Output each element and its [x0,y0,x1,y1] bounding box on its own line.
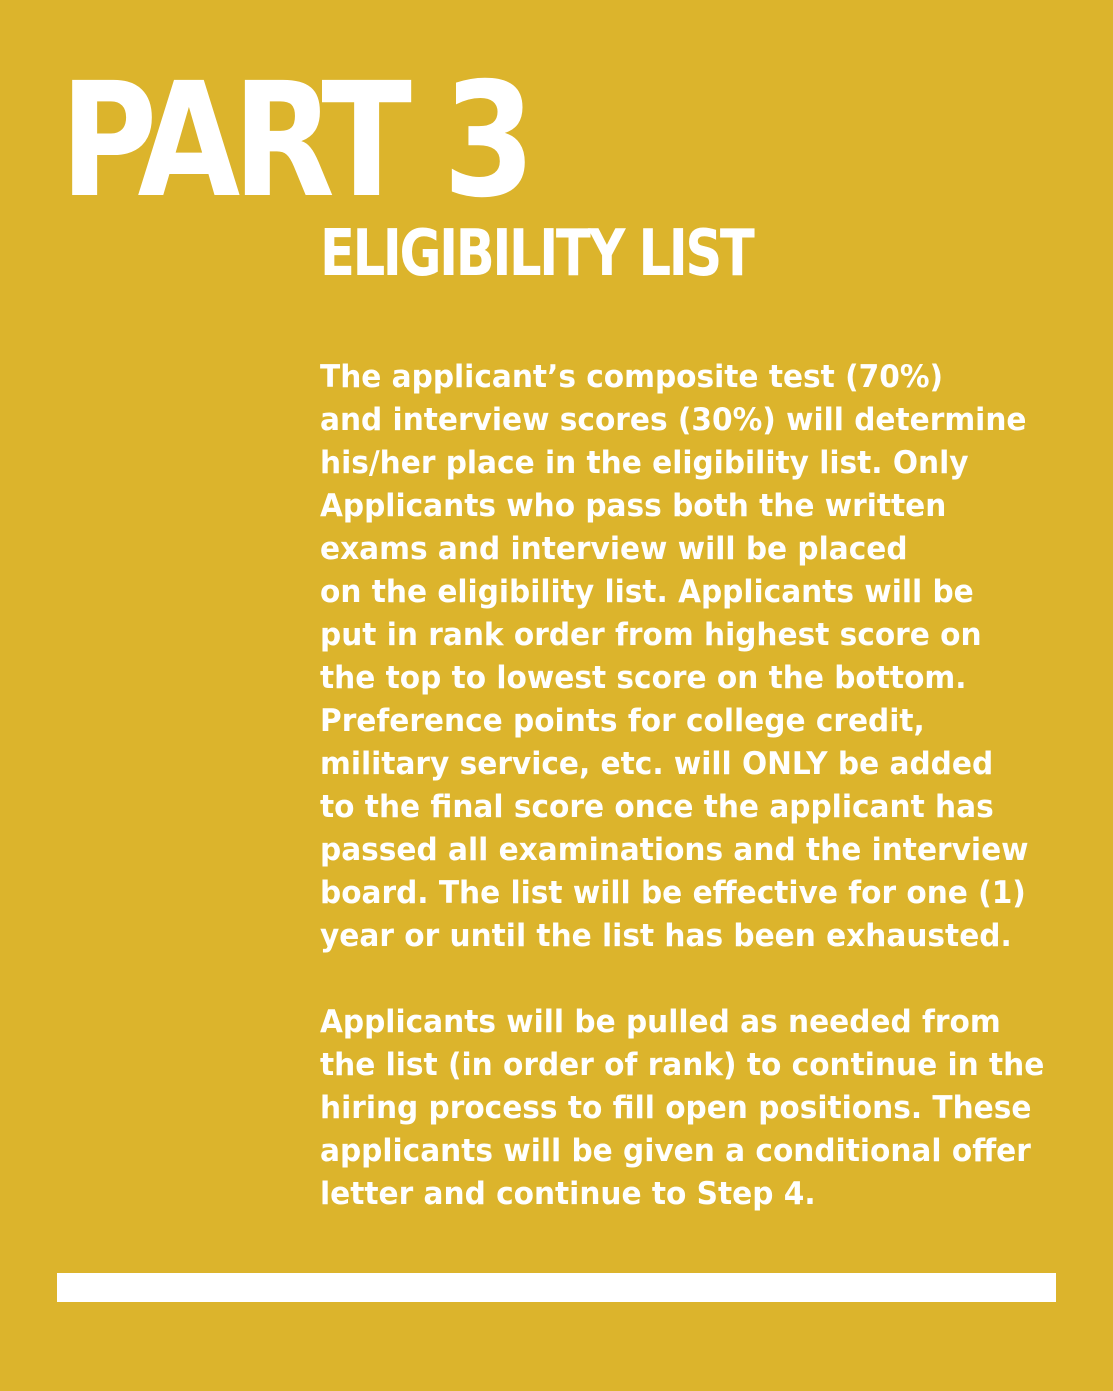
text-line: hiring process to fill open positions. These [320,1090,1032,1126]
text-line: Applicants will be pulled as needed from [320,1004,1001,1040]
section-title: ELIGIBILITY LIST [320,217,753,291]
text-line: his/her place in the eligibility list. Only [320,445,969,481]
paragraph-hiring [320,1001,1080,1216]
text-line: board. The list will be effective for one (1) [320,875,1026,911]
text-line: letter and continue to Step 4. [320,1176,816,1212]
part-title: PART 3 [60,49,528,233]
text-line: exams and interview will be placed [320,531,908,567]
text-line: Applicants who pass both the written [320,488,947,524]
paragraph-eligibility [320,356,1080,958]
bottom-divider [57,1273,1056,1302]
text-line: and interview scores (30%) will determine [320,402,1027,438]
text-line: passed all examinations and the interview [320,832,1029,868]
text-line: put in rank order from highest score on [320,617,982,653]
text-line: applicants will be given a conditional offer [320,1133,1031,1169]
text-line: on the eligibility list. Applicants will be [320,574,974,610]
body-text [320,356,1080,1216]
text-line: the top to lowest score on the bottom. [320,660,967,696]
text-line: year or until the list has been exhausted. [320,918,1012,954]
text-line: Preference points for college credit, [320,703,925,739]
text-line: the list (in order of rank) to continue in the [320,1047,1045,1083]
text-line: to the final score once the applicant has [320,789,994,825]
text-line: military service, etc. will ONLY be added [320,746,994,782]
text-line: The applicant’s composite test (70%) [320,359,944,395]
